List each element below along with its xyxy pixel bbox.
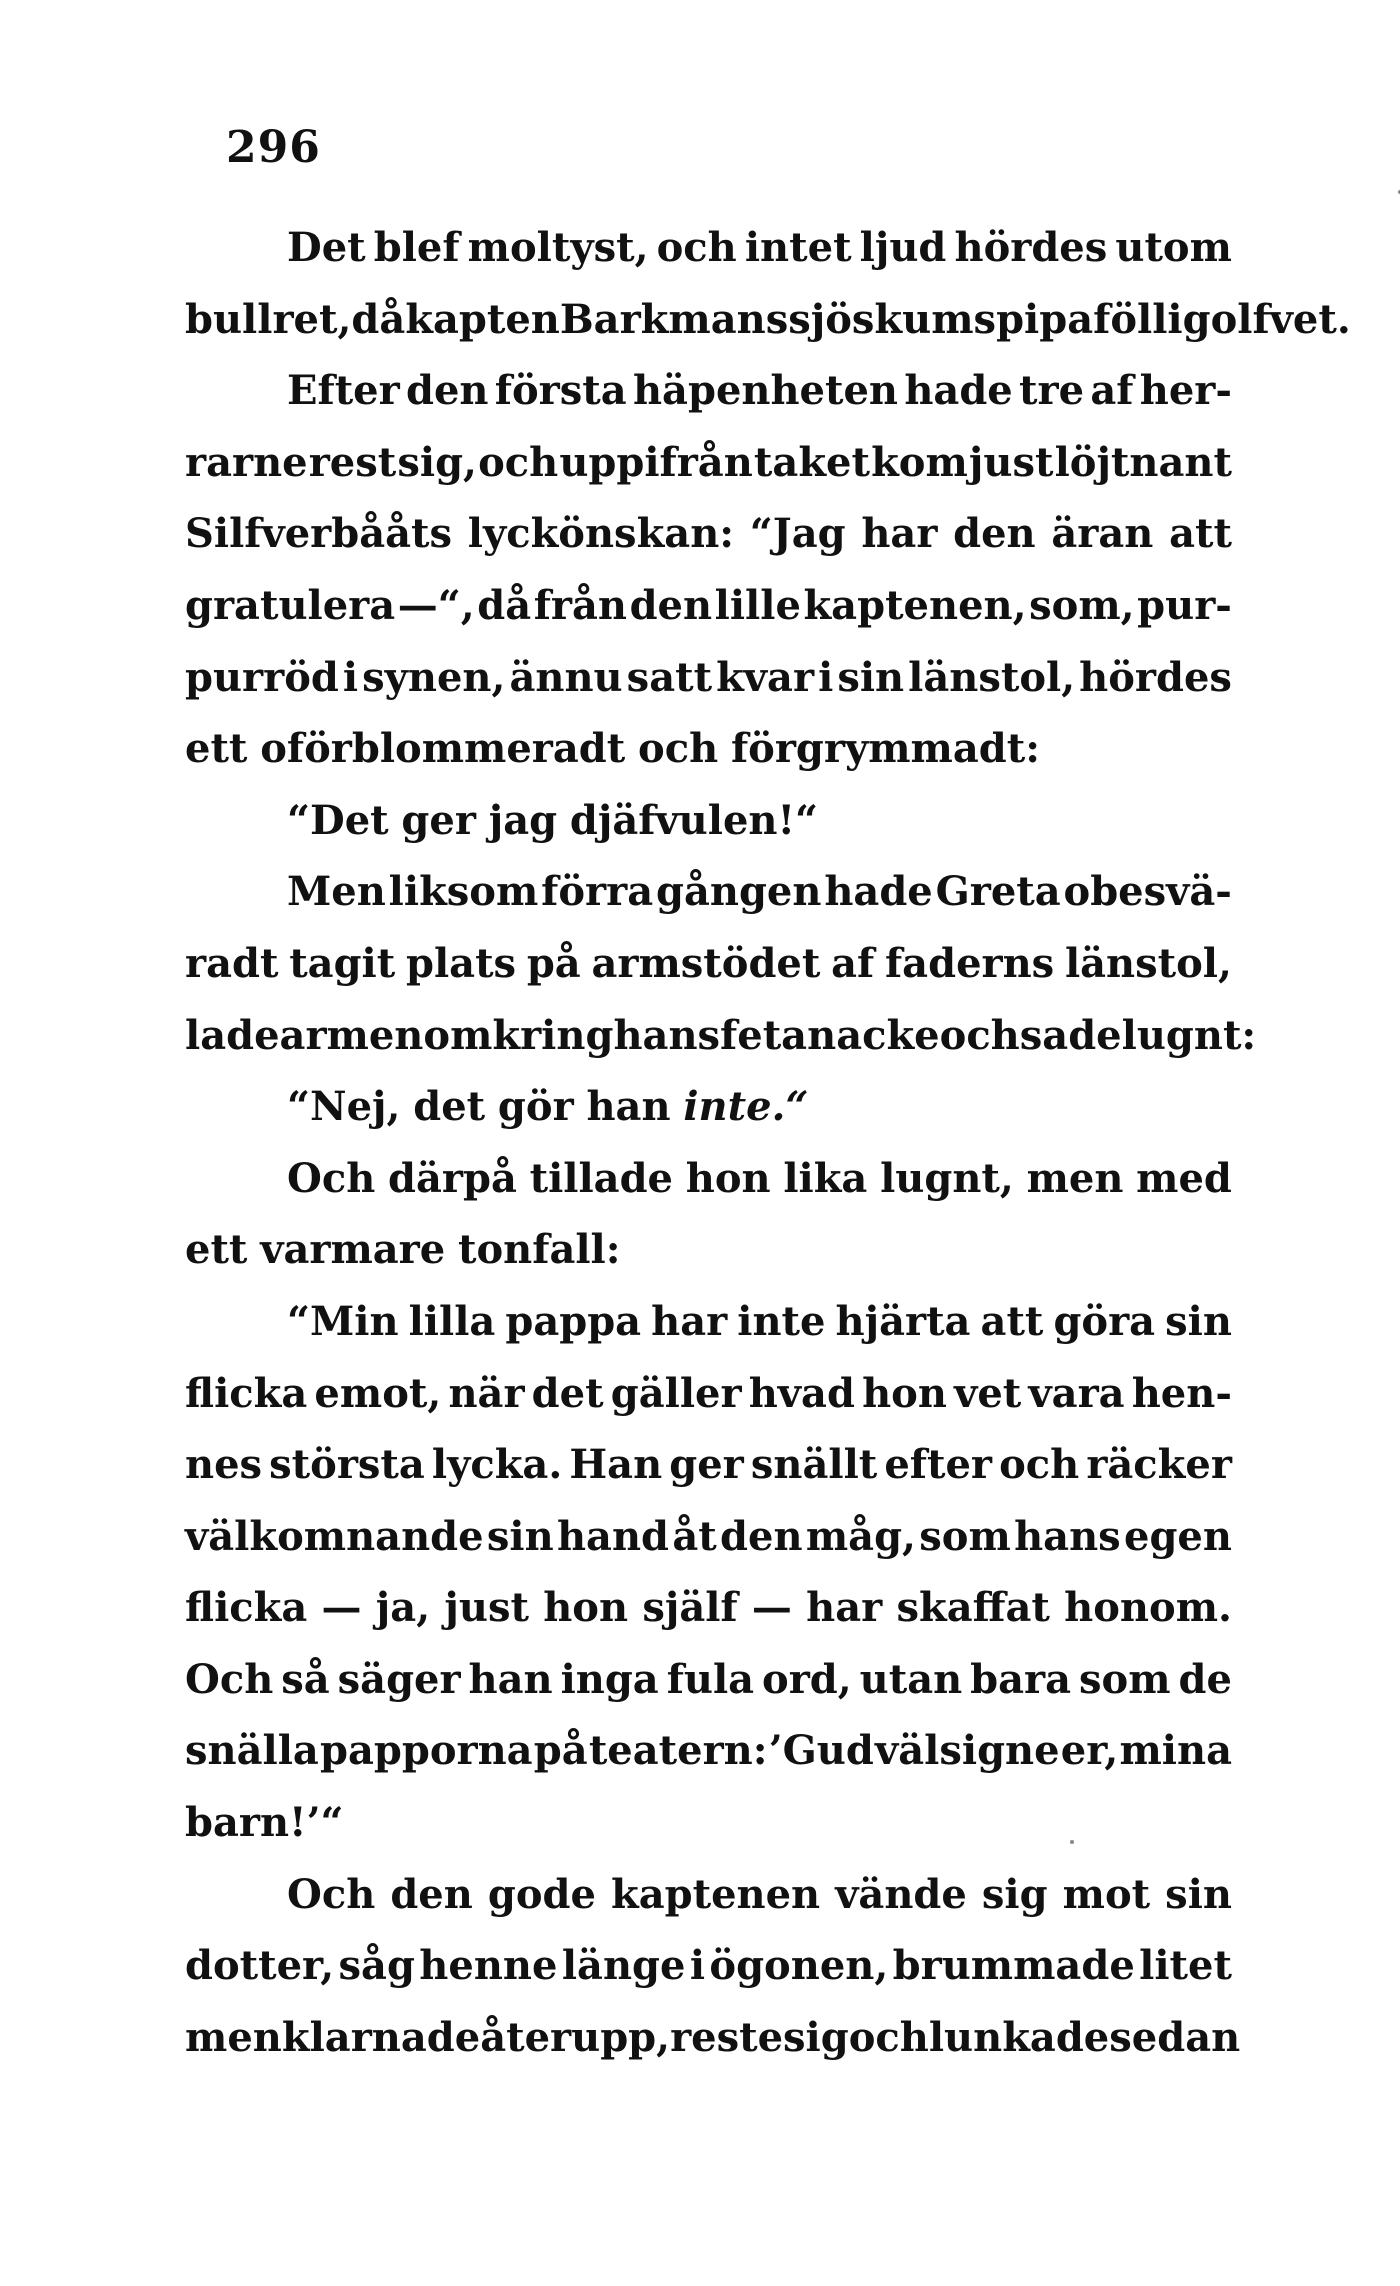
- word: inte: [737, 1297, 826, 1345]
- word: ger: [669, 1441, 744, 1489]
- word: “Min: [287, 1297, 399, 1345]
- word: han: [468, 1655, 553, 1703]
- word: hördes: [954, 224, 1108, 271]
- word: Greta: [935, 868, 1061, 916]
- word: säger: [337, 1655, 461, 1703]
- word: hade: [824, 868, 933, 916]
- word: ljud: [859, 224, 947, 271]
- word: kaptenen: [611, 1870, 821, 1918]
- word: snällt: [750, 1441, 878, 1489]
- word: bara: [970, 1655, 1072, 1703]
- word: i: [689, 1942, 706, 1990]
- word: kom: [871, 438, 968, 486]
- word: lugnt,: [880, 1154, 1014, 1202]
- word: gäller: [610, 1369, 742, 1417]
- word: göra: [1053, 1297, 1156, 1345]
- word: skaffat: [896, 1584, 1050, 1632]
- word: den: [629, 581, 713, 629]
- word: så: [281, 1655, 330, 1703]
- word: her-: [1139, 367, 1232, 415]
- word: lika: [783, 1154, 868, 1202]
- word: pappa: [505, 1297, 642, 1345]
- word: taket: [753, 438, 870, 486]
- word: att: [1169, 510, 1232, 558]
- word: åter: [480, 2013, 572, 2061]
- text-line: [185, 1787, 1232, 1859]
- word: purröd: [185, 653, 339, 701]
- word: —: [751, 1584, 792, 1632]
- word: kaptenen,: [803, 581, 1027, 629]
- word: just: [444, 1584, 529, 1632]
- word: som: [919, 1512, 1011, 1560]
- word: tagit: [289, 939, 396, 987]
- word: vände: [835, 1870, 967, 1918]
- word: välkomnande: [185, 1512, 484, 1560]
- word: som: [1079, 1655, 1171, 1703]
- word: armstödet: [591, 939, 821, 987]
- word: den: [390, 1870, 473, 1918]
- word: litet: [1139, 1942, 1232, 1990]
- word: de: [1178, 1655, 1232, 1703]
- word: obesvä-: [1063, 868, 1232, 916]
- text-line: [185, 1644, 1232, 1716]
- word: hon: [862, 1369, 947, 1417]
- word: —: [321, 1584, 362, 1632]
- word: och: [656, 224, 737, 271]
- word: dotter,: [185, 1942, 335, 1990]
- word: då: [351, 295, 406, 343]
- text-line: [185, 2002, 1241, 2074]
- word: förra: [541, 868, 654, 916]
- word: jag: [488, 796, 558, 844]
- word: moltyst,: [467, 224, 649, 271]
- word: då: [477, 581, 532, 629]
- word: blef: [373, 224, 460, 271]
- text-line: [185, 713, 1232, 785]
- text-line: [185, 355, 1232, 427]
- word: ett: [185, 725, 248, 773]
- word: Silfverbååts: [185, 510, 453, 558]
- word: löjtnant: [1054, 438, 1232, 486]
- word: satt: [626, 653, 713, 701]
- text-line: [185, 856, 1232, 928]
- word: den: [406, 367, 489, 415]
- text-line: [185, 1071, 1232, 1143]
- word: inga: [560, 1655, 659, 1703]
- text-line: [185, 1214, 1232, 1286]
- word: bullret,: [185, 295, 352, 343]
- word: snälla: [185, 1727, 319, 1775]
- word: ögonen,: [709, 1942, 889, 1990]
- word: hördes: [1079, 653, 1232, 701]
- word: utan: [859, 1655, 963, 1703]
- word: själf: [642, 1584, 738, 1632]
- word: utom: [1115, 224, 1232, 271]
- word: pur-: [1137, 581, 1232, 629]
- word: och: [939, 1011, 1020, 1059]
- word: när: [448, 1369, 525, 1417]
- word: —“,: [397, 581, 475, 629]
- word: på: [533, 1727, 588, 1775]
- word: ett: [185, 1226, 248, 1274]
- word: Det: [287, 224, 366, 271]
- word: har: [651, 1297, 728, 1345]
- word: och: [848, 2013, 929, 2061]
- word: sig,: [397, 438, 477, 486]
- word: inte.“: [683, 1083, 809, 1131]
- word: Och: [287, 1870, 376, 1918]
- word: den: [953, 510, 1036, 558]
- word: honom.: [1064, 1584, 1232, 1632]
- word: upp,: [571, 2013, 671, 2061]
- word: hen-: [1131, 1369, 1232, 1417]
- word: lade: [185, 1011, 280, 1059]
- word: omkring: [423, 1011, 614, 1059]
- word: häpenheten: [632, 367, 899, 415]
- word: rest: [308, 438, 397, 486]
- word: djäfvulen!“: [569, 796, 819, 844]
- word: han: [586, 1083, 671, 1131]
- text-line: [185, 498, 1232, 570]
- word: räcker: [1086, 1441, 1232, 1489]
- word: intet: [744, 224, 852, 271]
- word: har: [806, 1584, 883, 1632]
- word: i: [818, 653, 834, 701]
- word: faderns: [884, 939, 1055, 987]
- word: flicka: [185, 1584, 308, 1632]
- word: åt: [672, 1512, 717, 1560]
- word: reste: [670, 2013, 784, 2061]
- word: hans: [1014, 1512, 1121, 1560]
- word: i: [1167, 295, 1183, 343]
- word: måg,: [805, 1512, 916, 1560]
- word: nacke: [807, 1011, 940, 1059]
- word: sin: [486, 1512, 554, 1560]
- word: gratulera: [185, 581, 396, 629]
- word: första: [494, 367, 627, 415]
- word: armen: [279, 1011, 424, 1059]
- word: efter: [884, 1441, 992, 1489]
- word: egen: [1124, 1512, 1232, 1560]
- word: lilla: [408, 1297, 496, 1345]
- text-line: [185, 1143, 1232, 1215]
- word: sjöskumspipa: [788, 295, 1094, 343]
- word: teatern:: [588, 1727, 768, 1775]
- word: hans: [613, 1011, 721, 1059]
- word: största: [269, 1441, 425, 1489]
- word: länstol,: [1064, 939, 1232, 987]
- word: Barkmans: [559, 295, 789, 343]
- text-line: [185, 427, 1232, 499]
- word: och: [638, 725, 719, 773]
- text-line: [185, 785, 1232, 857]
- word: den: [720, 1512, 803, 1560]
- word: synen,: [362, 653, 506, 701]
- word: kvar: [716, 653, 815, 701]
- word: sin: [1165, 1870, 1232, 1918]
- word: ännu: [509, 653, 623, 701]
- word: och: [999, 1441, 1080, 1489]
- text-line: [185, 1000, 1257, 1072]
- word: med: [1136, 1154, 1232, 1202]
- word: ger: [401, 796, 476, 844]
- word: rarne: [185, 438, 308, 486]
- text-line: [185, 642, 1232, 714]
- word: klarnade: [281, 2013, 481, 2061]
- word: ja,: [375, 1584, 431, 1632]
- word: ’Gud: [768, 1727, 874, 1775]
- word: vara: [1028, 1369, 1125, 1417]
- word: länstol,: [908, 653, 1076, 701]
- word: det: [413, 1083, 486, 1131]
- word: lyckönskan:: [467, 510, 735, 558]
- word: från: [533, 581, 627, 629]
- word: ord,: [762, 1655, 852, 1703]
- word: “Det: [287, 796, 389, 844]
- word: just: [968, 438, 1054, 486]
- word: har: [861, 510, 938, 558]
- word: gör: [497, 1083, 574, 1131]
- word: oförblommeradt: [260, 725, 626, 773]
- text-line: [185, 1859, 1232, 1931]
- word: sedan: [1109, 2013, 1241, 2061]
- word: därpå: [388, 1154, 517, 1202]
- word: Och: [185, 1655, 274, 1703]
- word: af: [831, 939, 875, 987]
- word: hvad: [748, 1369, 855, 1417]
- word: såg: [338, 1942, 415, 1990]
- word: gången: [655, 868, 822, 916]
- word: Och: [287, 1154, 376, 1202]
- word: golfvet.: [1182, 295, 1351, 343]
- word: sin: [837, 653, 905, 701]
- word: lugnt:: [1121, 1011, 1257, 1059]
- word: hade: [904, 367, 1013, 415]
- word: på: [526, 939, 581, 987]
- word: sig: [981, 1870, 1048, 1918]
- text-line: [185, 284, 1351, 356]
- word: lille: [714, 581, 801, 629]
- word: plats: [405, 939, 517, 987]
- page-number: 296: [226, 122, 321, 173]
- word: välsigne: [875, 1727, 1060, 1775]
- word: hand: [556, 1512, 670, 1560]
- word: liksom: [388, 868, 539, 916]
- word: hon: [543, 1584, 629, 1632]
- word: er,: [1060, 1727, 1119, 1775]
- text-line: [185, 1715, 1232, 1787]
- word: lunkade: [928, 2013, 1110, 2061]
- word: radt: [185, 939, 279, 987]
- word: “Jag: [749, 510, 846, 558]
- text-line: [185, 570, 1232, 642]
- word: feta: [720, 1011, 808, 1059]
- word: det: [531, 1369, 604, 1417]
- word: gode: [487, 1870, 596, 1918]
- word: vet: [954, 1369, 1022, 1417]
- word: fula: [666, 1655, 755, 1703]
- text-line: [185, 1286, 1232, 1358]
- word: Efter: [287, 367, 400, 415]
- word: mina: [1119, 1727, 1232, 1775]
- word: förgrymmadt:: [730, 725, 1040, 773]
- word: hjärta: [835, 1297, 971, 1345]
- word: men: [185, 2013, 282, 2061]
- word: i: [342, 653, 359, 701]
- word: att: [980, 1297, 1044, 1345]
- word: mot: [1062, 1870, 1151, 1918]
- word: äran: [1051, 510, 1154, 558]
- word: Men: [287, 868, 386, 916]
- word: föll: [1093, 295, 1168, 343]
- word: henne: [419, 1942, 558, 1990]
- word: nes: [185, 1441, 263, 1489]
- word: barn!’“: [185, 1799, 344, 1847]
- word: tre: [1019, 367, 1085, 415]
- word: Han: [569, 1441, 663, 1489]
- word: och: [478, 438, 559, 486]
- text-line: [185, 1930, 1232, 2002]
- text-line: [185, 1429, 1232, 1501]
- word: lycka.: [431, 1441, 563, 1489]
- word: flicka: [185, 1369, 308, 1417]
- word: “Nej,: [287, 1083, 401, 1131]
- word: uppifrån: [559, 438, 753, 486]
- body-text: [185, 212, 1351, 2073]
- word: sade: [1019, 1011, 1122, 1059]
- word: men: [1026, 1154, 1124, 1202]
- text-line: [185, 1358, 1232, 1430]
- text-line: [185, 1572, 1232, 1644]
- word: sin: [1165, 1297, 1232, 1345]
- word: som,: [1029, 581, 1135, 629]
- word: af: [1090, 367, 1134, 415]
- word: brummade: [892, 1942, 1135, 1990]
- word: kapten: [405, 295, 560, 343]
- word: länge: [561, 1942, 686, 1990]
- word: tillade: [529, 1154, 674, 1202]
- text-line: [185, 1501, 1232, 1573]
- word: sig: [783, 2013, 849, 2061]
- text-line: [185, 928, 1232, 1000]
- scan-speck: [1070, 1840, 1074, 1844]
- word: emot,: [314, 1369, 442, 1417]
- word: varmare: [260, 1226, 446, 1274]
- text-line: [185, 212, 1232, 284]
- word: hon: [685, 1154, 771, 1202]
- word: papporna: [320, 1727, 533, 1775]
- word: tonfall:: [458, 1226, 621, 1274]
